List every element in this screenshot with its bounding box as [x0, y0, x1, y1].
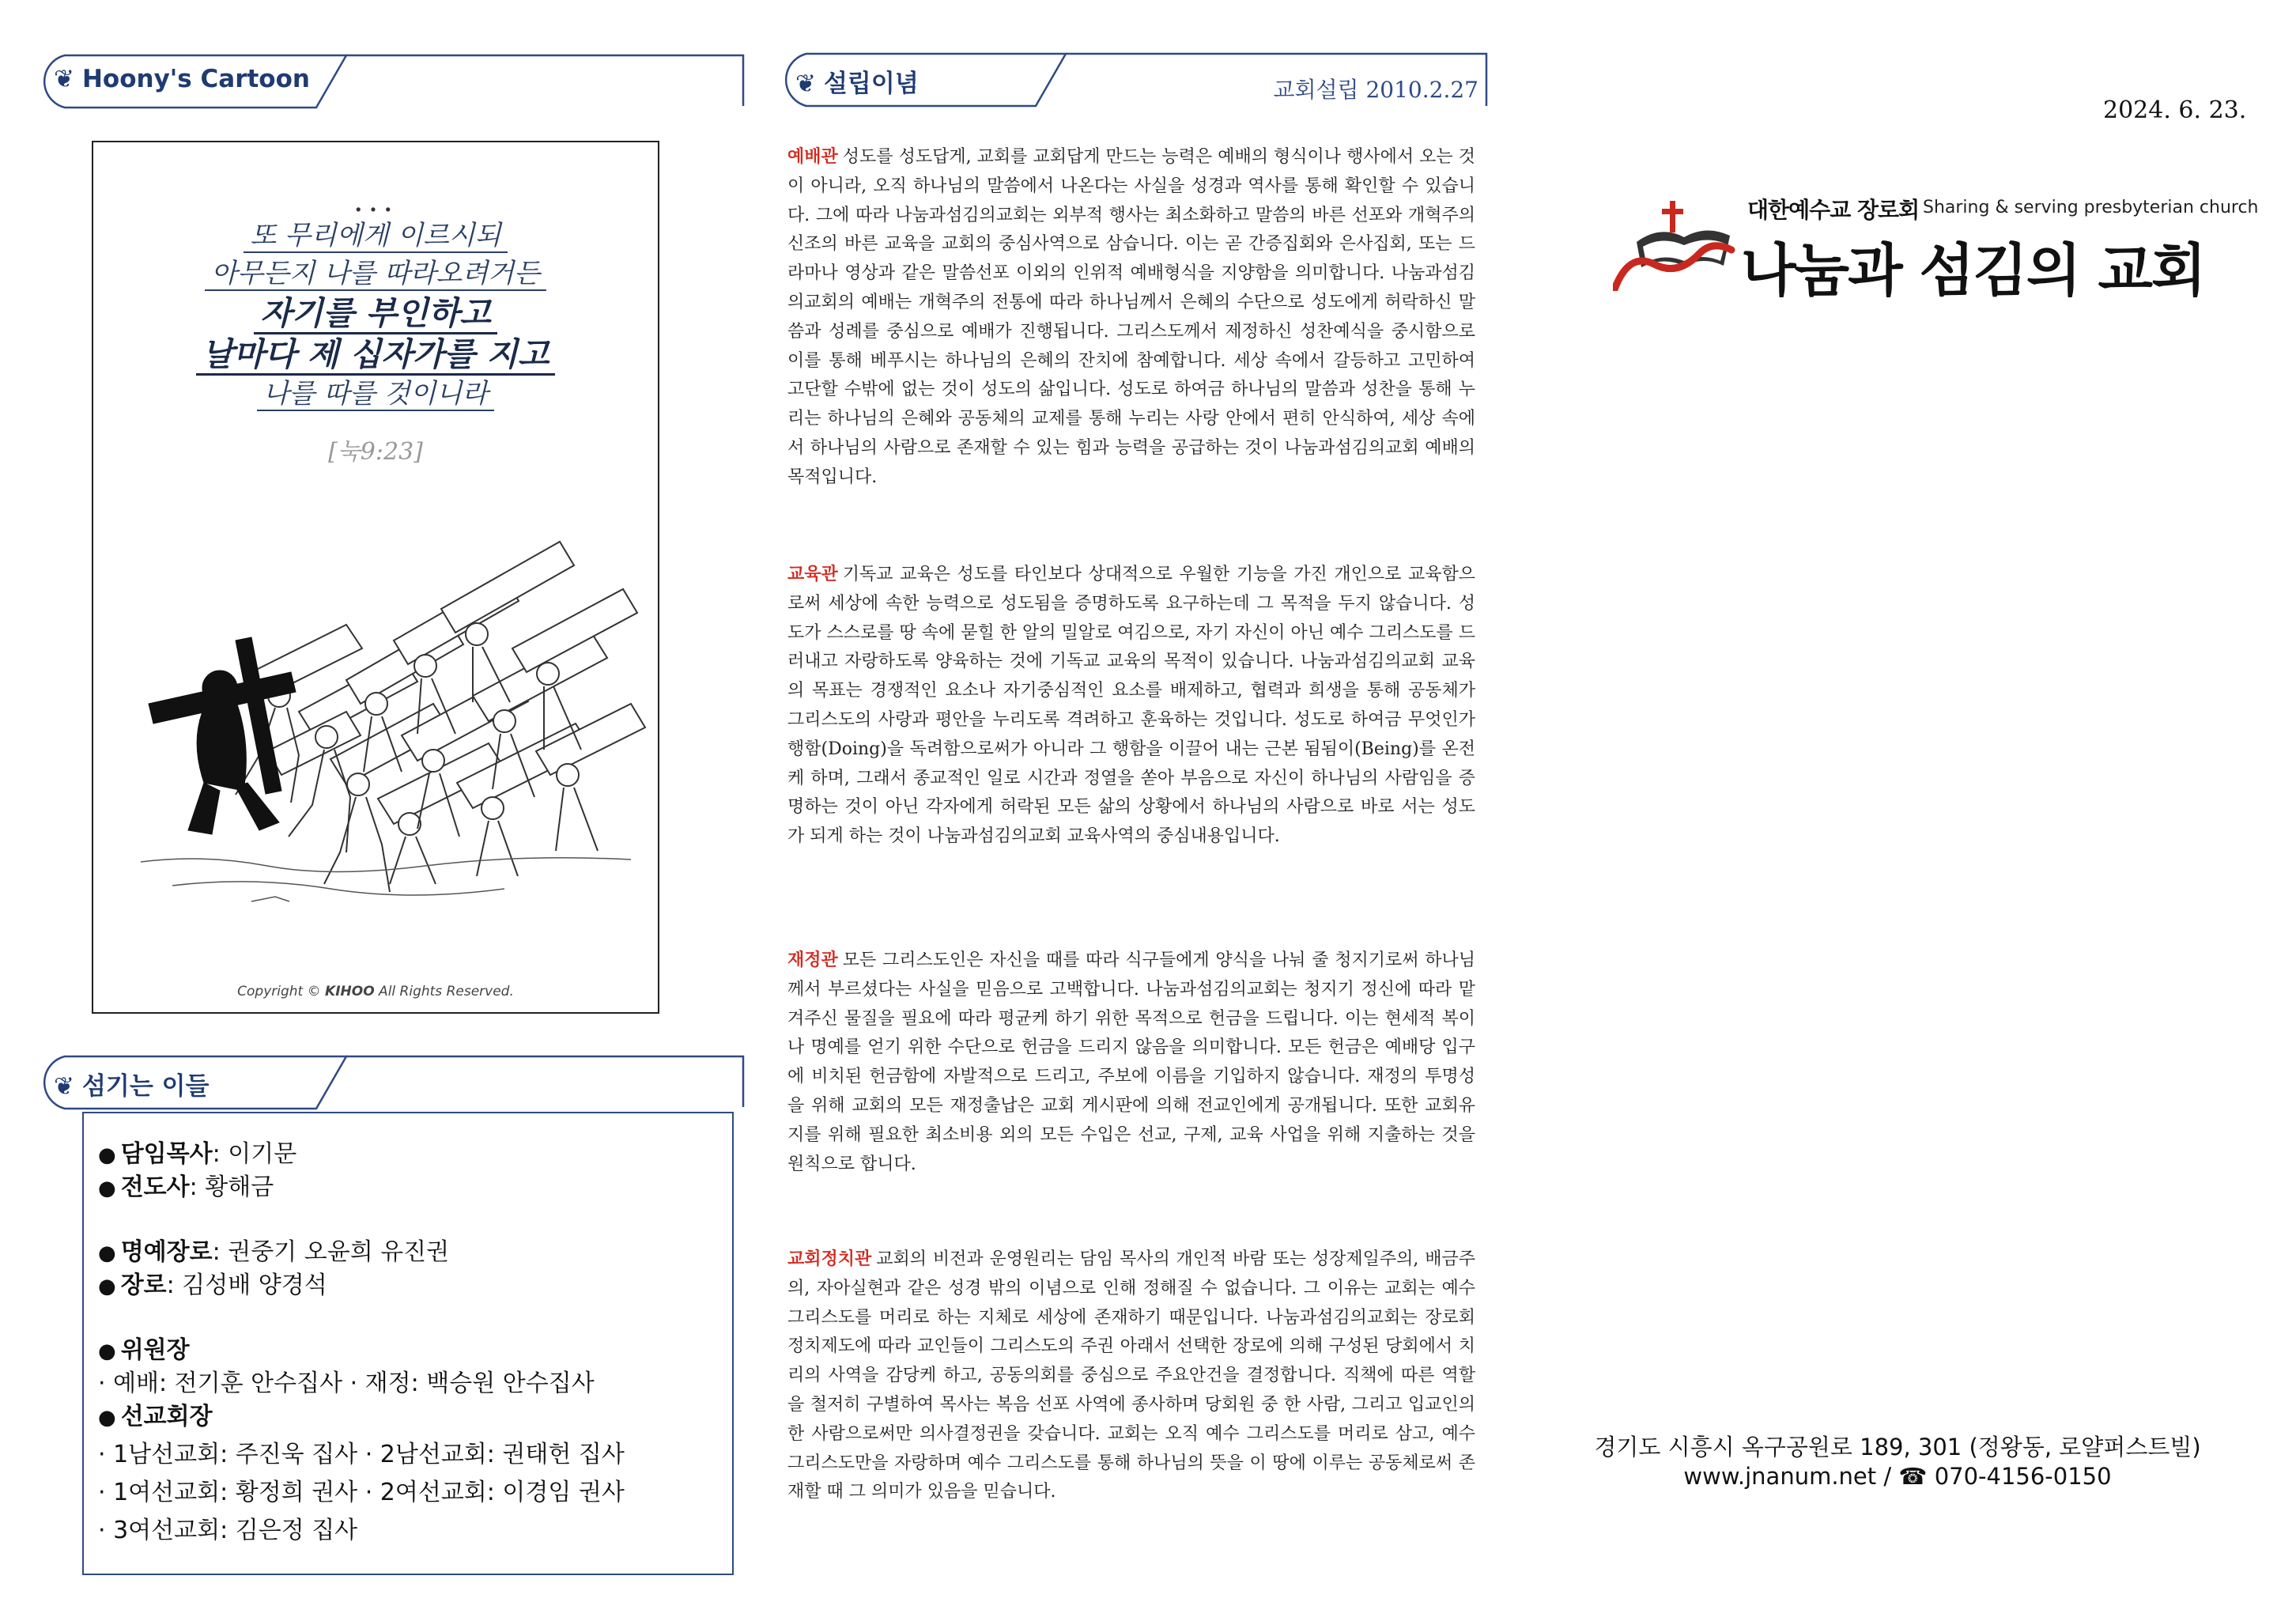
copyright-brand: KIHOO — [325, 984, 375, 999]
servers-title: 섬기는 이들 — [81, 1072, 210, 1101]
cross-bearing-illustration — [141, 530, 647, 925]
church-contact: www.jnanum.net / ☎ 070-4156-0150 — [1683, 1463, 2112, 1490]
church-logo-icon — [1613, 188, 1747, 291]
polity-text: 교회의 비전과 운영원리는 담임 목사의 개인적 바람 또는 성장제일주의, 배금주의, 자아실현과 같은 성경 밖의 이념으로 인해 정해질 수 없습니다. 그 이유는 교회는 예수 그리스도를 머리로 하는 지체로 세상에 존재하기 때문입니다. 나눔과섬김의교회는 장로회정치제도에 따라 교인들이 그리스도의 주권 아래서 선택한 장로에 의해 구성된 당회에서 치리의 사역을 감당케 하고, 공동의회를 중심으로 주요안건을 결정합니다. 직책에 따른 역할을 철저히 구별하여 목사는 복음 선포 사역에 종사하며 당회원 중 한 사람, 그리고 입교인의 한 사람으로써만 의사결정권을 갖습니다. 교회는 오직 예수 그리스도를 머리로 삼고, 예수 그리스도만을 자랑하며 예수 그리스도를 통해 하나님의 뜻을 이 땅에 이루는 공동체로써 존재할 때 그 의미가 있음을 믿습니다. — [787, 1249, 1475, 1502]
church-tagline: Sharing & serving presbyterian church — [1923, 198, 2259, 217]
copyright-prefix: Copyright © — [237, 984, 326, 999]
polity-heading: 교회정치관 — [787, 1249, 872, 1269]
staff-mission-1: · 1남선교회: 주진욱 집사 · 2남선교회: 권태헌 집사 — [98, 1441, 625, 1468]
polity-paragraph — [787, 1245, 1475, 1507]
church-address: 경기도 시흥시 옥구공원로 189, 301 (정왕동, 로얄퍼스트빌) — [1594, 1434, 2201, 1460]
cartoon-title: Hoony's Cartoon — [81, 65, 310, 93]
founding-title: 설립이념 — [823, 70, 919, 98]
verse-line-3: 자기를 부인하고 — [254, 294, 497, 334]
verse-line-4: 날마다 제 십자가를 지고 — [196, 335, 556, 376]
finance-heading: 재정관 — [787, 950, 838, 970]
worship-text: 성도를 성도답게, 교회를 교회답게 만드는 능력은 예배의 형식이나 행사에서 오는 것이 아니라, 오직 하나님의 말씀에서 나온다는 사실을 성경과 역사를 통해 확인할 수 있습니다. 그에 따라 나눔과섬김의교회는 외부적 행사는 최소화하고 말씀의 바른 선포와 개혁주의 신조의 바른 교육을 교회의 중심사역으로 삼습니다. 이는 곧 간증집회와 은사집회, 또는 드라마나 영상과 같은 말씀선포 이외의 인위적 예배형식을 지양함을 의미합니다. 나눔과섬김의교회의 예배는 개혁주의 전통에 따라 하나님께서 은혜의 수단으로 성도에게 허락하신 말씀과 성례를 중심으로 예배가 진행됩니다. 그리스도께서 제정하신 성찬예식을 중시함으로 이를 통해 베푸시는 하나님의 은혜의 잔치에 참예합니다. 세상 속에서 갈등하고 고민하여 고단할 수밖에 없는 것이 성도의 삶입니다. 성도로 하여금 하나님의 말씀과 성찬을 통해 누리는 하나님의 은혜와 공동체의 교제를 통해 누리는 사랑 안에서 편히 안식하여, 세상 속에서 하나님의 사람으로 존재할 수 있는 힘과 능력을 공급하는 것이 나눔과섬김의교회 예배의 목적입니다. — [787, 147, 1475, 487]
copyright-suffix: All Rights Reserved. — [374, 984, 514, 999]
staff-mission-2: · 1여선교회: 황정희 권사 · 2여선교회: 이경임 권사 — [98, 1479, 625, 1506]
staff-committee: · 예배: 전기훈 안수집사 · 재정: 백승원 안수집사 — [98, 1370, 595, 1397]
worship-paragraph — [787, 142, 1475, 493]
cartoon-copyright — [93, 984, 658, 999]
finance-text: 모든 그리스도인은 자신을 때를 따라 식구들에게 양식을 나눠 줄 청지기로써 하나님께서 부르셨다는 사실을 믿음으로 고백합니다. 나눔과섬김의교회는 청지기 정신에 따라 맡겨주신 물질을 필요에 따라 평균케 하기 위한 목적으로 헌금을 드립니다. 이는 현세적 복이나 명예를 얻기 위한 수단으로 헌금을 드리지 않음을 의미합니다. 모든 헌금은 예배당 입구에 비치된 헌금함에 자발적으로 드리고, 주보에 이름을 기입하지 않습니다. 재정의 투명성을 위해 교회의 모든 재정출납은 교회 게시판에 의해 전교인에게 공개됩니다. 또한 교회유지를 위해 필요한 최소비용 외의 모든 수입은 선교, 구제, 교육 사업을 위해 지출하는 것을 원칙으로 합니다. — [787, 950, 1475, 1174]
education-heading: 교육관 — [787, 564, 838, 584]
staff-committee-heading: ● 위원장 — [98, 1336, 190, 1364]
cartoon-header — [32, 54, 745, 109]
leaf-icon: ❦ — [54, 1072, 74, 1101]
church-name: 나눔과 섬김의 교회 — [1741, 237, 2205, 304]
founding-header-label — [795, 63, 919, 99]
verse-line-5: 나를 따를 것이니라 — [257, 378, 494, 411]
staff-mission-heading: ● 선교회장 — [98, 1403, 213, 1430]
leaf-icon: ❦ — [54, 65, 74, 93]
worship-heading: 예배관 — [787, 146, 838, 167]
verse-reference: [눅9:23] — [328, 438, 423, 466]
cartoon-header-label — [54, 65, 310, 93]
staff-mission-3: · 3여선교회: 김은정 집사 — [98, 1517, 358, 1544]
staff-list — [82, 1112, 734, 1575]
education-text: 기독교 교육은 성도를 타인보다 상대적으로 우월한 기능을 가진 개인으로 교육함으로써 세상에 속한 능력으로 성도됨을 증명하도록 요구하는데 그 목적을 두지 않습니다. 성도가 스스로를 땅 속에 묻힐 한 알의 밀알로 여김으로, 자기 자신이 아닌 예수 그리스도를 드러내고 자랑하도록 양육하는 것에 기독교 교육의 목적이 있습니다. 나눔과섬김의교회 교육의 목표는 경쟁적인 요소나 자기중심적인 요소를 배제하고, 협력과 희생을 통해 공동체가 그리스도의 사랑과 평안을 누리도록 격려하고 훈육하는 것입니다. 성도로 하여금 무엇인가 행함(Doing)을 독려함으로써가 아니라 그 행함을 이끌어 내는 근본 됨됨이(Being)를 온전케 하며, 그래서 종교적인 일로 시간과 정열을 쏟아 부음으로 자신이 하나님의 사람임을 증명하는 것이 아닌 각자에게 허락된 모든 삶의 상황에서 하나님의 사람으로 바로 서는 성도가 되게 하는 것이 나눔과섬김의교회 교육사역의 중심내용입니다. — [787, 565, 1475, 847]
staff-elders: ● 장로: 김성배 양경석 — [98, 1271, 327, 1299]
cartoon-verse — [93, 185, 658, 467]
staff-evangelist: ● 전도사: 황해금 — [98, 1173, 274, 1201]
servers-header — [32, 1055, 745, 1110]
staff-pastor: ● 담임목사: 이기문 — [98, 1140, 297, 1168]
verse-dots: ... — [353, 183, 398, 219]
staff-emeritus: ● 명예장로: 권중기 오윤희 유진권 — [98, 1238, 450, 1266]
bulletin-date: 2024. 6. 23. — [2103, 96, 2247, 124]
servers-header-label — [54, 1066, 210, 1101]
denomination-label: 대한예수교 장로회 — [1747, 197, 1920, 223]
cartoon-frame — [92, 141, 659, 1014]
education-paragraph — [787, 560, 1475, 852]
founding-date: 교회설립 2010.2.27 — [1273, 77, 1478, 103]
verse-line-1: 또 무리에게 이르시되 — [244, 220, 507, 253]
finance-paragraph — [787, 946, 1475, 1179]
verse-line-2: 아무든지 나를 따라오려거든 — [205, 258, 546, 291]
leaf-icon: ❦ — [795, 70, 816, 98]
